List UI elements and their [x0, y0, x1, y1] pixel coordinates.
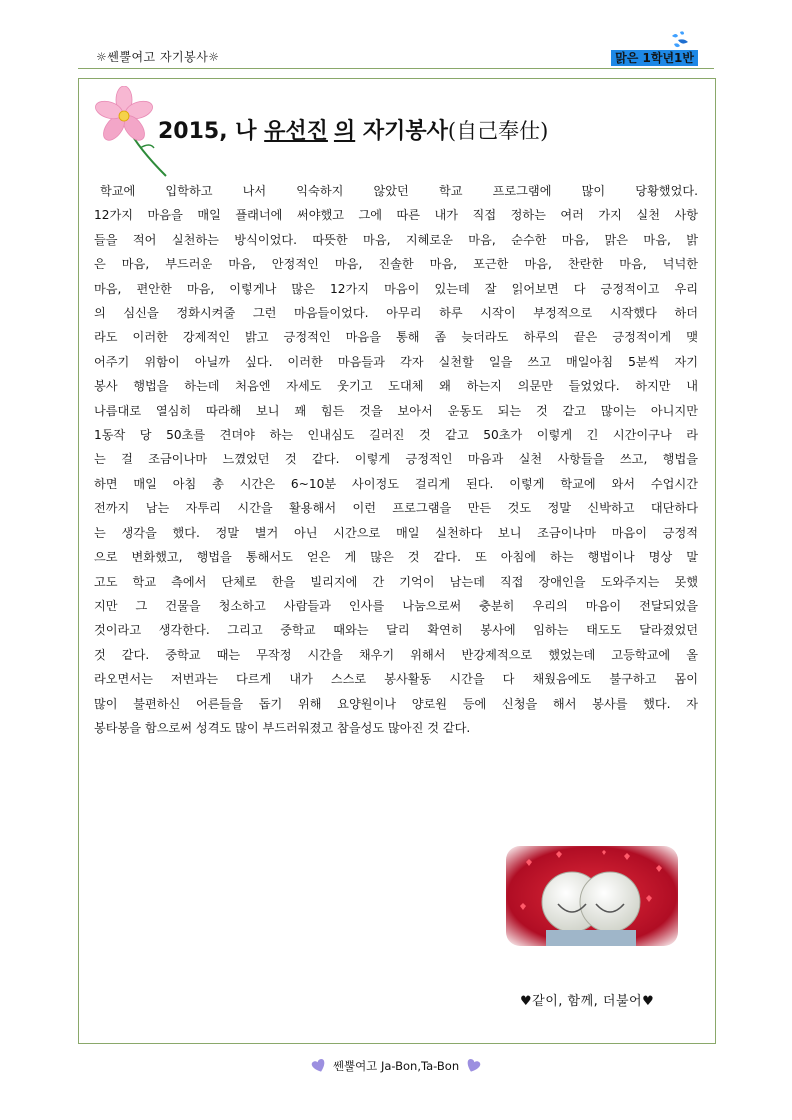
essay-line: 봉사 행법을 하는데 처음엔 자세도 웃기고 도대체 왜 하는지 의문만 들었었다. 하지만 내	[94, 379, 698, 394]
footer	[0, 1058, 792, 1074]
heart-icon	[463, 1058, 483, 1074]
heart-icon	[309, 1058, 329, 1074]
essay-line: 라도 이러한 강제적인 밝고 긍정적인 마음을 통해 좀 늦더라도 하루의 끝은 긍정적이게 맺	[94, 330, 698, 345]
title-name: 유선진	[264, 119, 328, 144]
essay-line: 12가지 마음을 매일 플래너에 써야했고 그에 따른 내가 직접 정하는 여러 가지 실천 사항	[94, 208, 698, 223]
class-badge: 맑은 1학년1반	[611, 50, 698, 66]
footer-text: 쎈뿔여고 Ja-Bon,Ta-Bon	[332, 1059, 460, 1073]
header-school-title: ☼쎈뿔여고 자기봉사☼	[96, 50, 220, 64]
title-prefix: 2015, 나	[158, 119, 265, 144]
essay-line: 의 심신을 정화시켜줄 그런 마음들이었다. 아무리 하루 시작이 부정적으로 시작했다 하더	[94, 306, 698, 321]
sparkle-icon	[668, 30, 692, 52]
title-suffix: 자기봉사	[355, 119, 448, 144]
essay-line: 지만 그 건물을 청소하고 사람들과 인사를 나눔으로써 충분히 우리의 마음이 전달되었을	[94, 598, 698, 613]
essay-line: 많이 불편하신 어른들을 돕기 위해 요양원이나 양로원 등에 신청을 해서 봉사를 했다. 자	[94, 696, 698, 711]
essay-line: 고도 학교 측에서 단체로 한을 빌리지에 간 기억이 남는데 직접 장애인을 도와주지는 못했	[94, 574, 698, 589]
hug-photo	[506, 846, 678, 946]
essay-line: 는 걸 조금이나마 느꼈었던 것 같다. 이렇게 긍정적인 마음과 실천 사항들을 쓰고, 행법을	[94, 452, 698, 467]
title-hanja: (自己奉仕)	[447, 119, 549, 143]
essay-line: 들을 적어 실천하는 방식이었다. 따뜻한 마음, 지혜로운 마음, 순수한 마음, 맑은 마음, 밝	[94, 232, 698, 247]
essay-line: 나름대로 열심히 따라해 보니 꽤 힘든 것을 보아서 운동도 되는 것 같고 많이는 아니지만	[94, 403, 698, 418]
header-divider	[78, 68, 714, 69]
essay-body	[94, 179, 698, 740]
essay-line: 는 생각을 했다. 정말 별거 아닌 시간으로 매일 실천하다 보니 조금이나마 마음이 긍정적	[94, 525, 698, 540]
essay-line: 마음, 편안한 마음, 이렇게나 많은 12가지 마음이 있는데 잘 읽어보면 다 긍정적이고 우리	[94, 281, 698, 296]
essay-line: 것 같다. 중학교 때는 무작정 시간을 채우기 위해서 반강제적으로 했었는데 고등학교에 올	[94, 647, 698, 662]
essay-line: 1동작 당 50초를 견뎌야 하는 인내심도 길러진 것 같고 50초가 이렇게 긴 시간이구나 라	[94, 428, 698, 443]
essay-line: 으로 변화했고, 행법을 통해서도 얻은 게 많은 것 같다. 또 아침에 하는 행법이나 명상 말	[94, 550, 698, 565]
essay-line: 전까지 남는 자투리 시간을 활용해서 이런 프로그램을 만든 것도 정말 신박하고 대단하다	[94, 501, 698, 516]
photo-caption: ♥같이, 함께, 더불어♥	[520, 994, 655, 1009]
essay-line: 어주기 위함이 아닐까 싶다. 이러한 마음들과 각자 실천할 일을 쓰고 매일아침 5분씩 자기	[94, 354, 698, 369]
essay-line: 은 마음, 부드러운 마음, 안정적인 마음, 진솔한 마음, 포근한 마음, 찬란한 마음, 넉넉한	[94, 257, 698, 272]
title-particle: 의	[333, 119, 356, 144]
essay-line: 학교에 입학하고 나서 익숙하지 않았던 학교 프로그램에 많이 당황했었다.	[100, 184, 698, 198]
essay-line: 봉타봉을 함으로써 성격도 많이 부드러워졌고 참을성도 많아진 것 같다.	[94, 720, 471, 735]
page-title	[158, 114, 548, 145]
essay-line: 것이라고 생각한다. 그리고 중학교 때와는 달리 확연히 봉사에 임하는 태도도 달라졌었던	[94, 623, 698, 638]
essay-line: 하면 매일 아침 총 시간은 6~10분 사이정도 걸리게 된다. 이렇게 학교에 와서 수업시간	[94, 476, 698, 491]
essay-line: 라오면서는 저번과는 다르게 내가 스스로 봉사활동 시간을 다 채웠음에도 불구하고 몸이	[94, 672, 698, 687]
